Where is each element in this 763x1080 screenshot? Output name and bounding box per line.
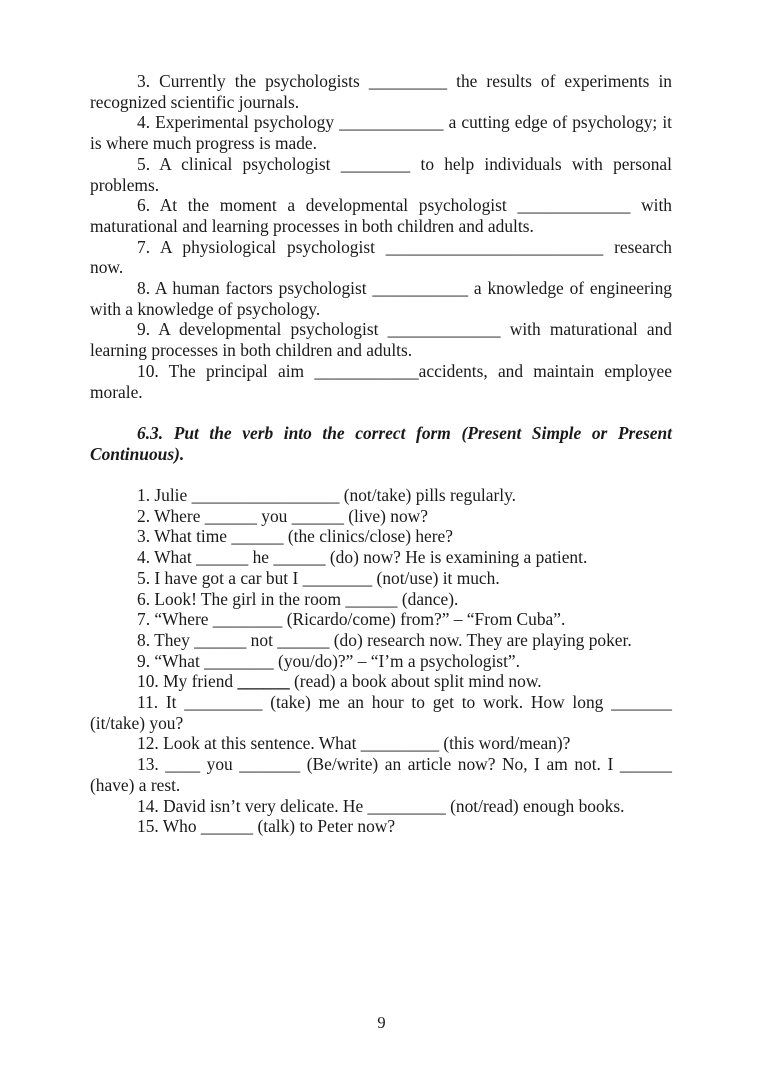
content-area (90, 71, 672, 837)
exercise-6-2-item-9: 9. A developmental psychologist _____________ with maturational and learning processes in both children and adults. (90, 319, 672, 361)
exercise-6-3-item-5: 5. I have got a car but I ________ (not/use) it much. (137, 567, 500, 588)
exercise-6-3-item-13: 13. ____ you _______ (Be/write) an article now? No, I am not. I ______ (have) a rest. (90, 754, 672, 795)
exercise-6-3-item-14: 14. David isn’t very delicate. He _________ (not/read) enough books. (137, 795, 625, 816)
exercise-6-3-item-10 (90, 671, 672, 692)
exercise-6-3-item-6: 6. Look! The girl in the room ______ (dance). (137, 588, 459, 609)
exercise-6-2-items (90, 71, 672, 402)
exercise-6-2-item-6: 6. At the moment a developmental psychologist _____________ with maturational and learning processes in both children and adults. (90, 195, 672, 236)
exercise-6-3-item-4: 4. What ______ he ______ (do) now? He is examining a patient. (137, 547, 588, 568)
exercise-6-3-item-15: 15. Who ______ (talk) to Peter now? (137, 816, 396, 837)
item-10-bold-blank: ______ (237, 671, 290, 692)
exercise-6-3-items (90, 485, 672, 837)
exercise-6-3-item-2: 2. Where ______ you ______ (live) now? (137, 505, 428, 526)
item-10-text-after: (read) a book about split mind now. (289, 671, 542, 692)
exercise-6-3-heading: 6.3. Put the verb into the correct form (Present Simple or Present Continuous). (90, 422, 672, 464)
exercise-6-3-item-1: 1. Julie _________________ (not/take) pills regularly. (137, 485, 516, 506)
item-10-text-before: 10. My friend (137, 671, 238, 692)
exercise-6-2-item-7: 7. A physiological psychologist _________________________ research now. (90, 236, 672, 278)
exercise-6-3-item-11: 11. It _________ (take) me an hour to get to work. How long _______ (it/take) you? (90, 692, 672, 733)
page-number: 9 (377, 1013, 386, 1032)
exercise-6-2-item-4: 4. Experimental psychology ____________ a cutting edge of psychology; it is where much progress is made. (90, 112, 672, 154)
exercise-6-2-item-8: 8. A human factors psychologist ___________ a knowledge of engineering with a knowledge of psychology. (90, 278, 672, 319)
exercise-6-2-item-10: 10. The principal aim ____________accidents, and maintain employee morale. (90, 360, 672, 402)
exercise-6-3-item-9: 9. “What ________ (you/do)?” – “I’m a psychologist”. (137, 650, 520, 671)
exercise-6-2-item-3: 3. Currently the psychologists _________ the results of experiments in recognized scientific journals. (90, 71, 672, 112)
exercise-6-2-item-5: 5. A clinical psychologist ________ to help individuals with personal problems. (90, 153, 672, 195)
exercise-6-3-item-3: 3. What time ______ (the clinics/close) here? (137, 526, 453, 547)
exercise-6-3-item-8: 8. They ______ not ______ (do) research now. They are playing poker. (137, 629, 632, 650)
exercise-6-3-item-12: 12. Look at this sentence. What _________ (this word/mean)? (137, 733, 571, 754)
exercise-6-3-item-7: 7. “Where ________ (Ricardo/come) from?” – “From Cuba”. (137, 609, 566, 630)
